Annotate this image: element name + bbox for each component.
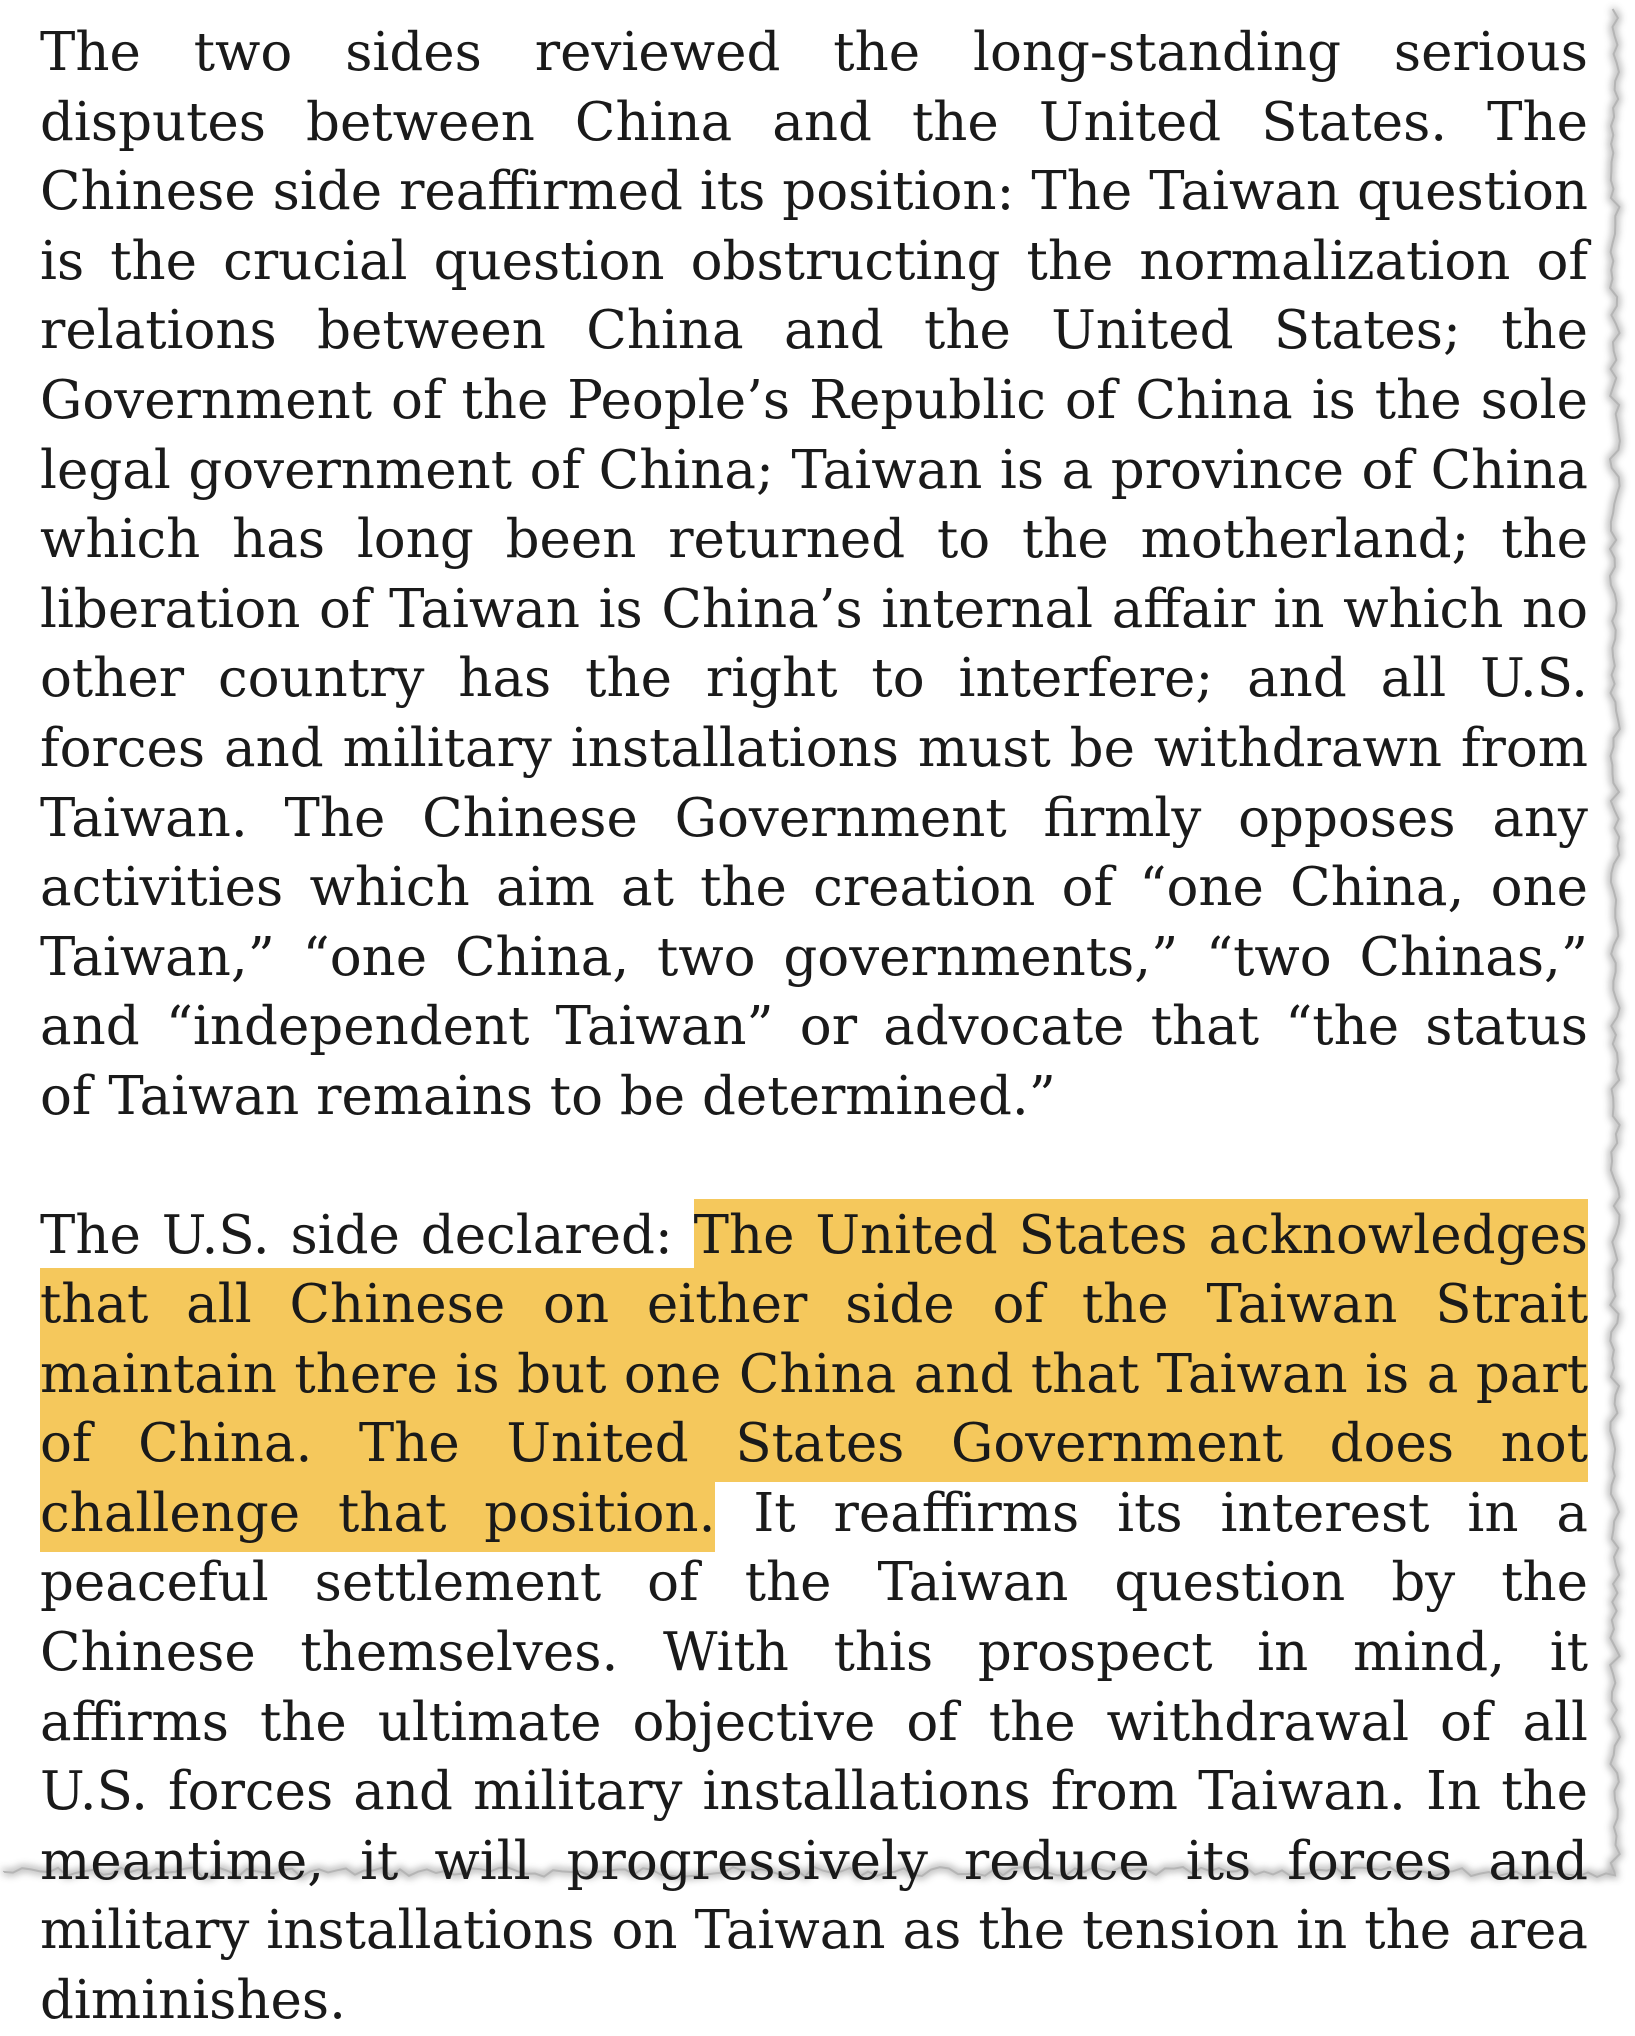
us-remainder-text: It reaffirms its interest in a peaceful settlement of the Taiwan question by the Chinese themselves. With this prospect in mind, it affirms the ultimate objective of the withdrawal of all U.S. forces and military installations from Taiwan. In the meantime, it will progressively reduce its forces and military installations on Taiwan as the tension in the area diminishes. xyxy=(40,1482,1588,2032)
us-lead-in-text: The U.S. side declared: xyxy=(40,1204,694,1266)
paragraph-us-position xyxy=(40,1201,1588,2036)
highlighted-passage: The United States acknowledges that all Chinese on either side of the Taiwan Strait maintain there is but one China and that Taiwan is a part of China. The United States Government does not challenge that position. xyxy=(40,1199,1588,1552)
paragraph-chinese-position: The two sides reviewed the long-standing serious disputes between China and the United States. The Chinese side reaffirmed its position: The Taiwan question is the crucial question obstructing the normalization of relations between China and the United States; the Government of the People’s Republic of China is the sole legal government of China; Taiwan is a province of China which has long been returned to the motherland; the liberation of Taiwan is China’s internal affair in which no other country has the right to interfere; and all U.S. forces and military installations must be withdrawn from Taiwan. The Chinese Government firmly opposes any activities which aim at the creation of “one China, one Taiwan,” “one China, two governments,” “two Chinas,” and “independent Taiwan” or advocate that “the status of Taiwan remains to be determined.” xyxy=(40,22,1588,1127)
document-body xyxy=(40,18,1588,2036)
